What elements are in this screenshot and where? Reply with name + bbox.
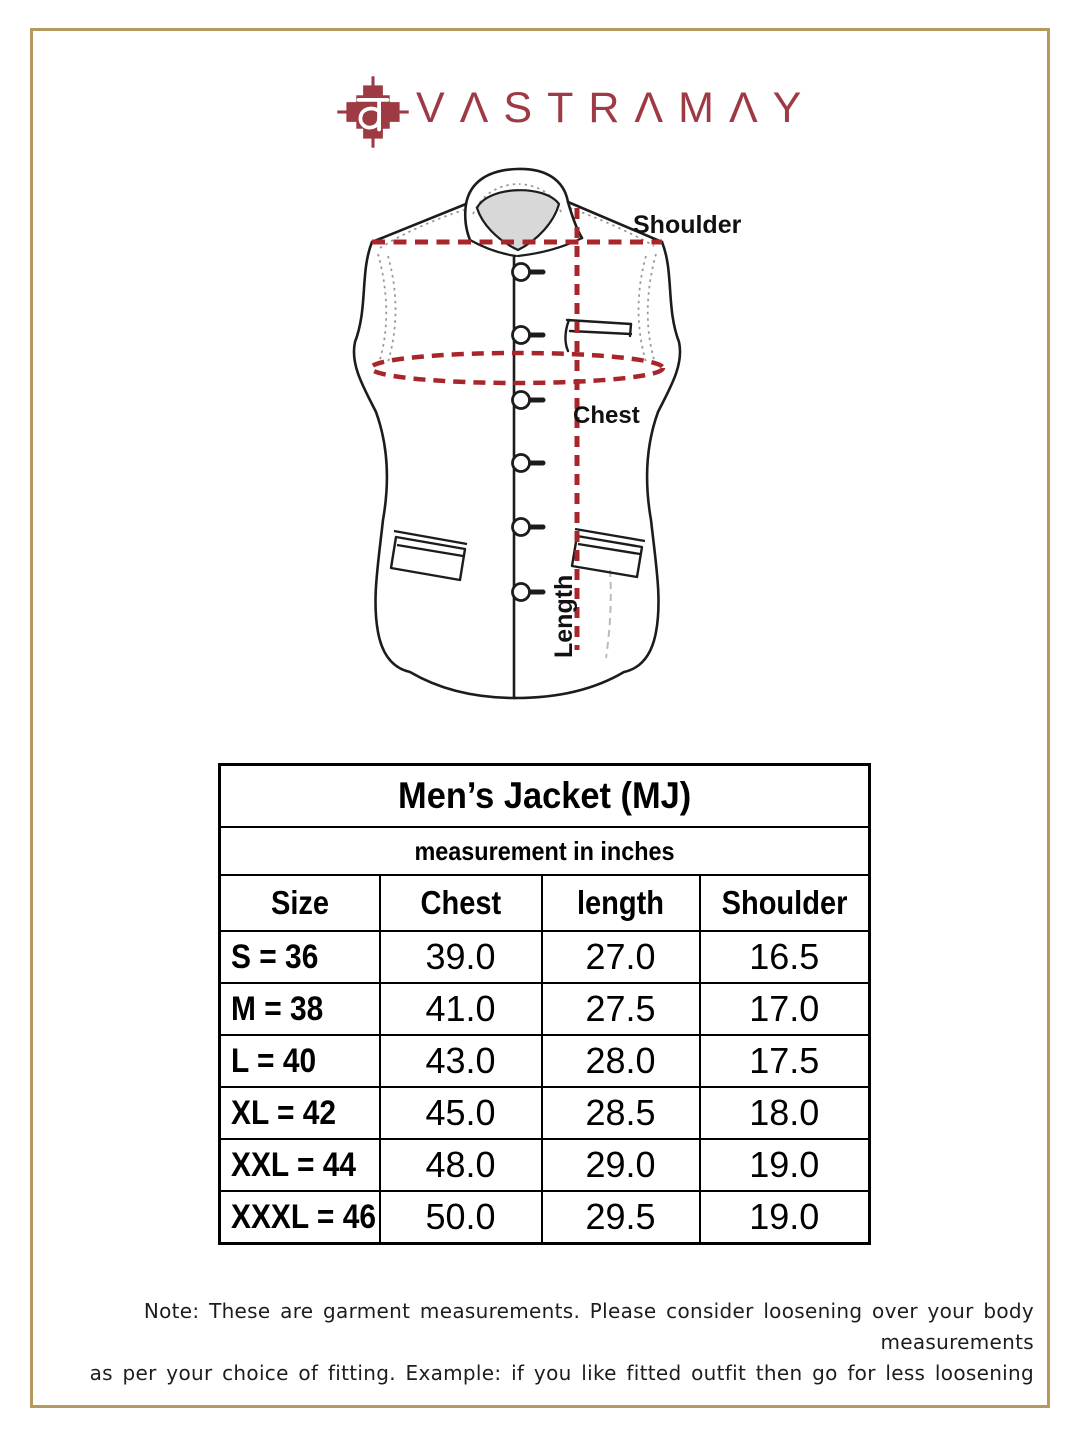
note-line-2: as per your choice of fitting. Example: if you like fitted outfit then go for less loosening xyxy=(89,1361,1034,1385)
size-cell: M = 38 xyxy=(220,983,380,1035)
table-title: Men’s Jacket (MJ) xyxy=(220,765,870,828)
measurement-note xyxy=(40,1296,1034,1389)
column-header-shoulder: Shoulder xyxy=(700,875,870,931)
length-cell: 29.0 xyxy=(542,1139,700,1191)
table-row xyxy=(220,931,870,983)
length-label: Length xyxy=(550,574,578,658)
table-row xyxy=(220,1087,870,1139)
length-cell: 27.5 xyxy=(542,983,700,1035)
chest-cell: 50.0 xyxy=(380,1191,542,1244)
shoulder-cell: 17.0 xyxy=(700,983,870,1035)
size-cell: XL = 42 xyxy=(220,1087,380,1139)
size-cell: L = 40 xyxy=(220,1035,380,1087)
shoulder-cell: 19.0 xyxy=(700,1191,870,1244)
table-title-row xyxy=(220,765,870,828)
shoulder-label: Shoulder xyxy=(633,211,742,239)
table-row xyxy=(220,983,870,1035)
chest-cell: 48.0 xyxy=(380,1139,542,1191)
length-cell: 29.5 xyxy=(542,1191,700,1244)
length-cell: 28.5 xyxy=(542,1087,700,1139)
brand-name: VΛSTRΛMΛY xyxy=(416,83,817,132)
column-header-length: length xyxy=(542,875,700,931)
size-cell: XXXL = 46 xyxy=(220,1191,380,1244)
hem-seam xyxy=(606,570,611,658)
chest-label: Chest xyxy=(573,402,640,429)
table-row xyxy=(220,1139,870,1191)
table-row xyxy=(220,1191,870,1244)
note-line-1: Note: These are garment measurements. Please consider loosening over your body measurements xyxy=(143,1299,1034,1354)
size-chart-table xyxy=(218,763,871,1245)
column-header-chest: Chest xyxy=(380,875,542,931)
shoulder-cell: 17.5 xyxy=(700,1035,870,1087)
length-cell: 28.0 xyxy=(542,1035,700,1087)
column-header-size: Size xyxy=(220,875,380,931)
table-subtitle: measurement in inches xyxy=(220,827,870,875)
chest-measure-line xyxy=(371,353,663,383)
table-header-row xyxy=(220,875,870,931)
table-row xyxy=(220,1035,870,1087)
chest-cell: 41.0 xyxy=(380,983,542,1035)
right-pocket xyxy=(572,529,645,577)
length-cell: 27.0 xyxy=(542,931,700,983)
chest-cell: 45.0 xyxy=(380,1087,542,1139)
shoulder-cell: 19.0 xyxy=(700,1139,870,1191)
size-cell: S = 36 xyxy=(220,931,380,983)
chest-cell: 43.0 xyxy=(380,1035,542,1087)
size-cell: XXL = 44 xyxy=(220,1139,380,1191)
shoulder-cell: 18.0 xyxy=(700,1087,870,1139)
buttons xyxy=(513,264,544,601)
jacket-diagram xyxy=(330,160,780,720)
chest-cell: 39.0 xyxy=(380,931,542,983)
left-pocket xyxy=(391,531,467,580)
shoulder-cell: 16.5 xyxy=(700,931,870,983)
brand-logo-icon xyxy=(335,74,411,150)
table-subtitle-row xyxy=(220,827,870,875)
